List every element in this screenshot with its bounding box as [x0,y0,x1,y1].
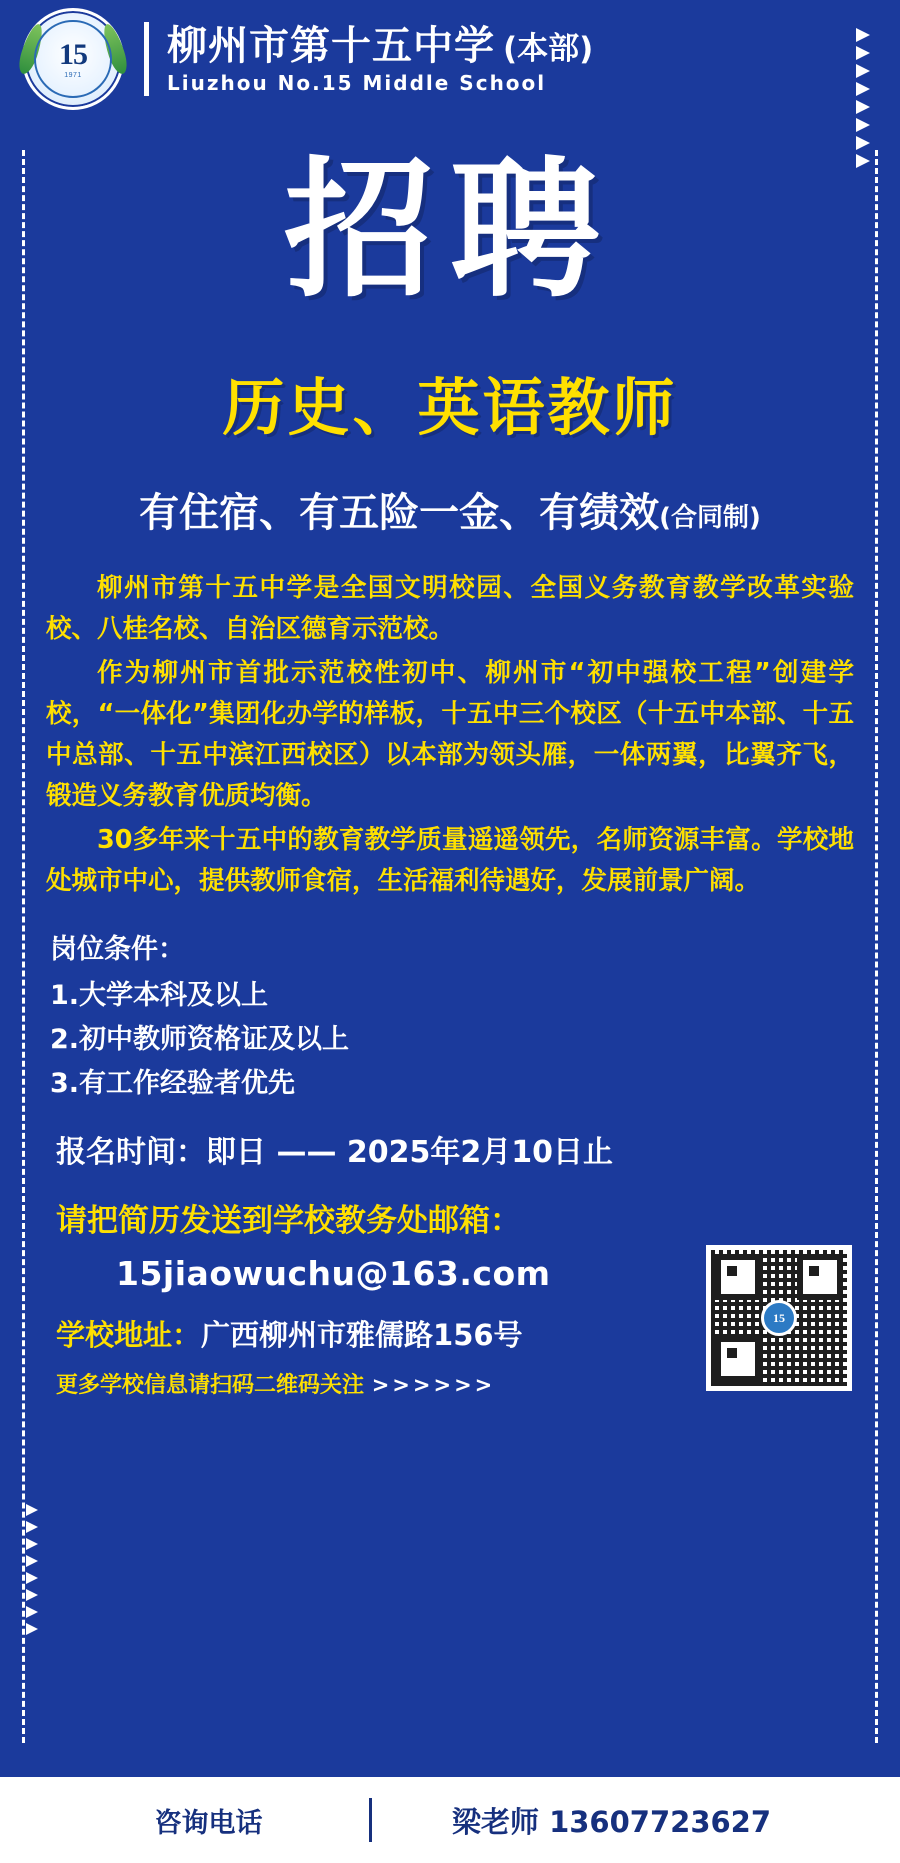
footer-inner [0,1798,900,1842]
poster-header [0,0,900,118]
qr-finder-icon [715,1336,761,1382]
chevron-right-icon [856,154,870,168]
chevron-right-icon [26,1606,38,1618]
poster-title: 招聘 [283,144,616,318]
intro-paragraph: 30多年来十五中的教育教学质量遥遥领先，名师资源丰富。学校地处城市中心，提供教师食宿，生活福利待遇好，发展前景广阔。 [46,824,854,897]
benefits-line [0,481,900,538]
chevron-right-icon [856,82,870,96]
header-text-group [167,23,900,95]
chevron-right-icon [26,1623,38,1635]
application-deadline: 报名时间：即日 —— 2025年2月10日止 [56,1135,614,1171]
job-conditions [50,928,850,1105]
qr-center-logo: 15 [761,1300,797,1336]
chevron-right-icon [26,1538,38,1550]
positions-title: 历史、英语教师 [222,371,678,444]
qr-code-pattern [711,1250,847,1386]
school-branch-label: (本部) [503,31,594,67]
chevron-right-icon [856,28,870,42]
chevron-right-icon [856,100,870,114]
resume-instruction: 请把简历发送到学校教务处邮箱： [56,1203,521,1240]
poster-footer [0,1777,900,1863]
chevron-right-icon [26,1555,38,1567]
intro-paragraph: 柳州市第十五中学是全国文明校园、全国义务教育教学改革实验校、八桂名校、自治区德育示范校。 [46,573,854,645]
chevron-right-icon-group [856,28,870,168]
footer-divider [369,1798,372,1842]
school-name-cn: 柳州市第十五中学 [167,23,495,69]
address-label: 学校地址： [56,1318,202,1353]
chevron-right-icon [856,136,870,150]
chevron-right-icon [856,64,870,78]
qr-code[interactable] [706,1245,852,1391]
right-dashed-border [875,150,878,1743]
footer-phone-value: 梁老师 13607723627 [451,1804,772,1839]
conditions-title: 岗位条件： [50,934,185,966]
qr-finder-icon [715,1254,761,1300]
scan-arrows: >>>>>> [371,1373,496,1398]
logo-number: 15 [59,37,87,71]
condition-item: 2.初中教师资格证及以上 [50,1023,350,1055]
intro-paragraph: 作为柳州市首批示范校性初中、柳州市“初中强校工程”创建学校，“一体化”集团化办学的样板，十五中三个校区（十五中本部、十五中总部、十五中滨江西校区）以本部为领头雁，一体两翼，比翼齐飞，锻造义务教育优质均衡。 [46,657,854,812]
chevron-right-icon [26,1521,38,1533]
benefits-note: (合同制) [659,503,761,533]
school-logo-inner [34,20,112,98]
header-divider [144,22,149,96]
footer-phone-label: 咨询电话 [154,1807,263,1839]
left-dashed-border [22,150,25,1743]
chevron-right-icon [26,1589,38,1601]
school-name-en: Liuzhou No.15 Middle School [167,71,547,95]
condition-item: 3.有工作经验者优先 [50,1067,296,1099]
intro-paragraphs [46,568,854,902]
address-value: 广西柳州市雅儒路156号 [201,1318,523,1353]
benefits-text: 有住宿、有五险一金、有绩效 [139,490,660,536]
chevron-right-icon [856,46,870,60]
scan-text: 更多学校信息请扫码二维码关注 [56,1373,365,1399]
logo-year: 1971 [64,71,82,79]
school-logo [22,8,124,110]
school-name-row [167,23,900,68]
qr-finder-icon [797,1254,843,1300]
chevron-right-icon [26,1572,38,1584]
contact-section [56,1195,874,1405]
chevron-right-icon [26,1504,38,1516]
contact-email[interactable]: 15jiaowuchu@163.com [116,1254,551,1294]
condition-item: 1.大学本科及以上 [50,980,269,1012]
chevron-right-icon-group-left [26,1504,38,1635]
chevron-right-icon [856,118,870,132]
